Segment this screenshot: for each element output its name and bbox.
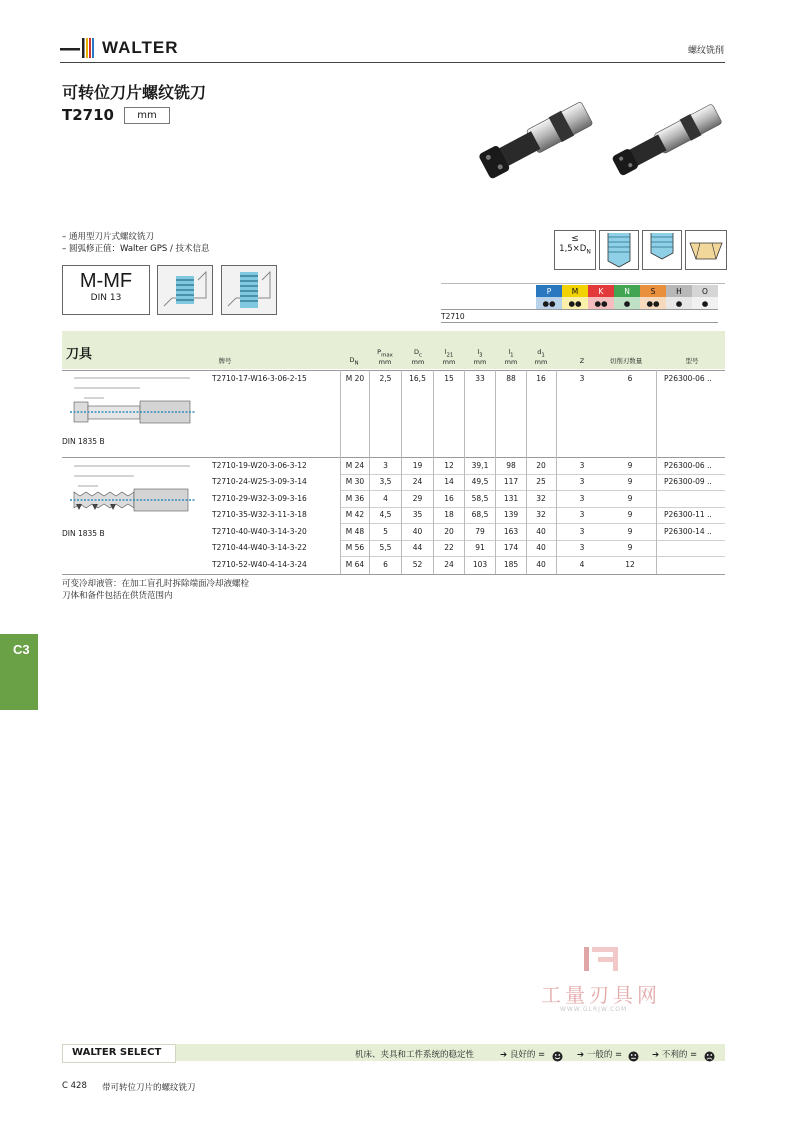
cell-edges: 6 [627, 374, 633, 383]
header-dc-sub: c [419, 352, 422, 359]
header-d1-letter: d [537, 348, 542, 356]
footer-normal: ➔ 一般的 = [577, 1050, 623, 1060]
rating-p: ●● [536, 297, 562, 310]
section-label: 螺纹铣削 [687, 46, 724, 56]
cell-pmax: 4 [383, 494, 388, 503]
cell-dn: M 20 [345, 374, 365, 383]
brand-name: WALTER [102, 38, 179, 57]
cell-l1: 185 [503, 560, 519, 569]
cell-z: 3 [579, 543, 585, 552]
table-rule-group [62, 457, 725, 458]
cell-l1: 163 [503, 527, 519, 536]
header-l3-letter: l [477, 348, 480, 356]
cell-z: 3 [579, 477, 585, 486]
cell-edges: 9 [627, 477, 633, 486]
col-rule-2 [369, 370, 370, 574]
cell-designation: T2710-40-W40-3-14-3-20 [212, 527, 307, 536]
cell-dc: 24 [412, 477, 423, 486]
table-rule-top [62, 370, 725, 371]
thread-type: M-MF [79, 270, 133, 292]
row-rule-2 [340, 490, 725, 491]
cell-l3: 39,1 [471, 461, 489, 470]
cell-l3: 91 [475, 543, 485, 552]
rating-h: ● [666, 297, 692, 310]
cell-insert: P26300-06 .. [664, 374, 712, 383]
cell-designation: T2710-24-W25-3-09-3-14 [212, 477, 307, 486]
group2-standard: DIN 1835 B [62, 529, 105, 538]
depth-symbol: ≤ [571, 234, 579, 244]
cell-l21: 16 [444, 494, 454, 503]
through-hole-icon [221, 265, 277, 315]
chapter-tab-label: C3 [13, 642, 30, 657]
cell-z: 3 [579, 374, 585, 383]
material-row-label: T2710 [441, 310, 536, 323]
watermark-text: 工量刃具网 [541, 983, 661, 1007]
cell-l3: 49,5 [471, 477, 489, 486]
rating-n: ● [614, 297, 640, 310]
header-l3 [465, 349, 495, 366]
unit-badge: mm [124, 107, 170, 124]
cell-d1: 40 [536, 543, 546, 552]
material-o: O [692, 285, 718, 297]
cell-z: 3 [579, 494, 585, 503]
rating-o: ● [692, 297, 718, 310]
cell-dn: M 30 [345, 477, 365, 486]
page-description: 带可转位刀片的螺纹铣刀 [102, 1083, 196, 1093]
header-l3-sub: 3 [479, 352, 483, 359]
footer-select-label: WALTER SELECT [72, 1047, 162, 1058]
good-face-icon [552, 1047, 563, 1066]
cell-l21: 18 [444, 510, 454, 519]
rating-k: ●● [588, 297, 614, 310]
cell-edges: 9 [627, 543, 633, 552]
material-p: P [536, 285, 562, 297]
cell-designation: T2710-44-W40-3-14-3-22 [212, 543, 307, 552]
cell-pmax: 4,5 [379, 510, 392, 519]
header-l1 [496, 349, 526, 366]
cell-l21: 24 [444, 560, 454, 569]
cell-pmax: 3,5 [379, 477, 392, 486]
cell-d1: 40 [536, 560, 546, 569]
cell-insert: P26300-06 .. [664, 461, 712, 470]
cell-z: 3 [579, 510, 585, 519]
cell-l21: 20 [444, 527, 454, 536]
cell-d1: 32 [536, 494, 546, 503]
cell-l1: 131 [503, 494, 519, 503]
cell-pmax: 5,5 [379, 543, 392, 552]
cell-dc: 16,5 [409, 374, 426, 383]
header-insert: 型号 [685, 357, 699, 365]
cell-pmax: 2,5 [379, 374, 392, 383]
header-designation: 牌号 [218, 357, 232, 365]
cell-dn: M 48 [345, 527, 365, 536]
header-pmax-unit: mm [378, 358, 392, 367]
cell-dn: M 36 [345, 494, 365, 503]
thread-type-box [62, 265, 150, 315]
cell-l1: 88 [506, 374, 516, 383]
header-l21-letter: l [444, 348, 447, 356]
material-k: K [588, 285, 614, 297]
cell-designation: T2710-52-W40-4-14-3-24 [212, 560, 307, 569]
header-dn-sub: N [354, 360, 359, 367]
material-row-fill [536, 310, 718, 323]
material-blank-2 [441, 297, 536, 310]
header-d1 [526, 349, 556, 366]
cell-l3: 68,5 [471, 510, 489, 519]
cell-designation: T2710-19-W20-3-06-3-12 [212, 461, 307, 470]
through-thread-icon [642, 230, 682, 270]
cell-d1: 25 [536, 477, 546, 486]
cell-l1: 98 [506, 461, 516, 470]
material-header-row [441, 285, 718, 297]
feature-1: – 通用型刀片式螺纹铣刀 [62, 232, 154, 242]
cell-dn: M 56 [345, 543, 365, 552]
header-l21-sub: 21 [446, 352, 454, 359]
page-number: C 428 [62, 1081, 87, 1091]
material-table-top-rule [441, 283, 725, 284]
row-rule-4 [340, 523, 725, 524]
col-rule-8 [556, 370, 557, 574]
cell-l3: 33 [475, 374, 485, 383]
cell-l21: 15 [444, 374, 454, 383]
material-m: M [562, 285, 588, 297]
cell-edges: 9 [627, 461, 633, 470]
cell-l3: 103 [472, 560, 488, 569]
cell-dc: 40 [412, 527, 423, 536]
bad-face-icon [704, 1047, 715, 1066]
header-l1-unit: mm [504, 358, 518, 367]
cell-d1: 20 [536, 461, 546, 470]
watermark-url: WWW.GLRJW.COM [560, 1006, 628, 1013]
header-l1-sub: 1 [510, 352, 514, 359]
thread-standard: DIN 13 [90, 293, 122, 303]
material-n: N [614, 285, 640, 297]
col-rule-6 [495, 370, 496, 574]
header-l21-unit: mm [442, 358, 456, 367]
tool-drawing-2 [62, 462, 200, 522]
cell-dc: 19 [412, 461, 423, 470]
cell-d1: 16 [536, 374, 546, 383]
watermark-logo [580, 945, 626, 975]
cell-edges: 9 [627, 527, 633, 536]
header-l21 [434, 349, 464, 366]
col-rule-1 [340, 370, 341, 574]
header-dn [342, 357, 366, 367]
material-s: S [640, 285, 666, 297]
cell-dc: 29 [412, 494, 423, 503]
cell-insert: P26300-14 .. [664, 527, 712, 536]
cell-pmax: 3 [383, 461, 388, 470]
header-rule [60, 62, 725, 63]
blind-thread-icon [599, 230, 639, 270]
cell-designation: T2710-35-W32-3-11-3-18 [212, 510, 307, 519]
cell-z: 3 [579, 527, 585, 536]
cell-l1: 117 [503, 477, 519, 486]
col-rule-5 [464, 370, 465, 574]
cell-l3: 79 [475, 527, 485, 536]
chapter-tab [0, 634, 38, 710]
cell-l3: 58,5 [471, 494, 489, 503]
blind-hole-icon [157, 265, 213, 315]
feature-2: – 圆弧修正值：Walter GPS / 技术信息 [62, 244, 210, 254]
rating-m: ●● [562, 297, 588, 310]
footer-good: ➔ 良好的 = [500, 1050, 546, 1060]
cell-designation: T2710-17-W16-3-06-2-15 [212, 374, 307, 383]
cell-pmax: 6 [383, 560, 388, 569]
row-rule-5 [340, 540, 725, 541]
col-rule-4 [433, 370, 434, 574]
row-rule-1 [340, 474, 725, 475]
row-rule-3 [340, 507, 725, 508]
tool-image-2 [604, 100, 726, 182]
header-z: Z [579, 357, 585, 365]
group1-standard: DIN 1835 B [62, 437, 105, 446]
header-pmax-letter: P [377, 348, 382, 356]
material-h: H [666, 285, 692, 297]
cell-dc: 35 [412, 510, 423, 519]
note-1: 可变冷却液管：在加工盲孔时拆除端面冷却液螺栓 [62, 579, 250, 589]
header-d1-unit: mm [534, 358, 548, 367]
cell-z: 4 [579, 560, 585, 569]
header-l3-unit: mm [473, 358, 487, 367]
cell-pmax: 5 [383, 527, 388, 536]
cell-dn: M 24 [345, 461, 365, 470]
footer-stability: 机床、夹具和工件系统的稳定性 [355, 1050, 475, 1060]
normal-face-icon [628, 1047, 639, 1066]
table-rule-bottom [62, 574, 725, 575]
cell-d1: 40 [536, 527, 546, 536]
cell-edges: 12 [625, 560, 635, 569]
cell-designation: T2710-29-W32-3-09-3-16 [212, 494, 307, 503]
header-pmax-sub: max [381, 352, 393, 359]
cell-l21: 14 [444, 477, 454, 486]
header-edges: 切削刃数量 [609, 357, 643, 365]
header-dn-letter: D [349, 356, 355, 364]
note-2: 刀体和备件包括在供货范围内 [62, 591, 173, 601]
cell-dn: M 42 [345, 510, 365, 519]
cell-insert: P26300-09 .. [664, 477, 712, 486]
cell-l1: 174 [503, 543, 519, 552]
depth-value-sub: N [586, 248, 591, 256]
footer-bad: ➔ 不利的 = [652, 1050, 698, 1060]
cell-dn: M 64 [345, 560, 365, 569]
row-rule-6 [340, 556, 725, 557]
cell-dc: 52 [412, 560, 423, 569]
tool-image-1 [470, 100, 598, 182]
tool-drawing-1 [62, 374, 200, 434]
cell-dc: 44 [412, 543, 423, 552]
rating-s: ●● [640, 297, 666, 310]
material-table [441, 285, 718, 323]
thread-depth-icon [554, 230, 596, 270]
cell-l1: 139 [503, 510, 519, 519]
cell-edges: 9 [627, 494, 633, 503]
product-code: T2710 [62, 106, 114, 124]
depth-value: 1,5×D [559, 244, 587, 254]
material-rating-row [441, 297, 718, 310]
header-dc [403, 349, 433, 366]
cell-l21: 22 [444, 543, 454, 552]
cell-edges: 9 [627, 510, 633, 519]
cell-l21: 12 [444, 461, 454, 470]
tools-title: 刀具 [66, 347, 93, 362]
cell-d1: 32 [536, 510, 546, 519]
header-dc-unit: mm [411, 358, 425, 367]
header-dc-letter: D [414, 348, 420, 356]
header-l1-letter: l [508, 348, 511, 356]
cell-z: 3 [579, 461, 585, 470]
cell-insert: P26300-11 .. [664, 510, 712, 519]
header-pmax [370, 349, 400, 366]
chamfer-icon [685, 230, 727, 270]
material-blank [441, 285, 536, 297]
material-label-row [441, 310, 718, 323]
page-title: 可转位刀片螺纹铣刀 [62, 83, 207, 102]
header-d1-sub: 1 [541, 352, 545, 359]
col-rule-3 [401, 370, 402, 574]
